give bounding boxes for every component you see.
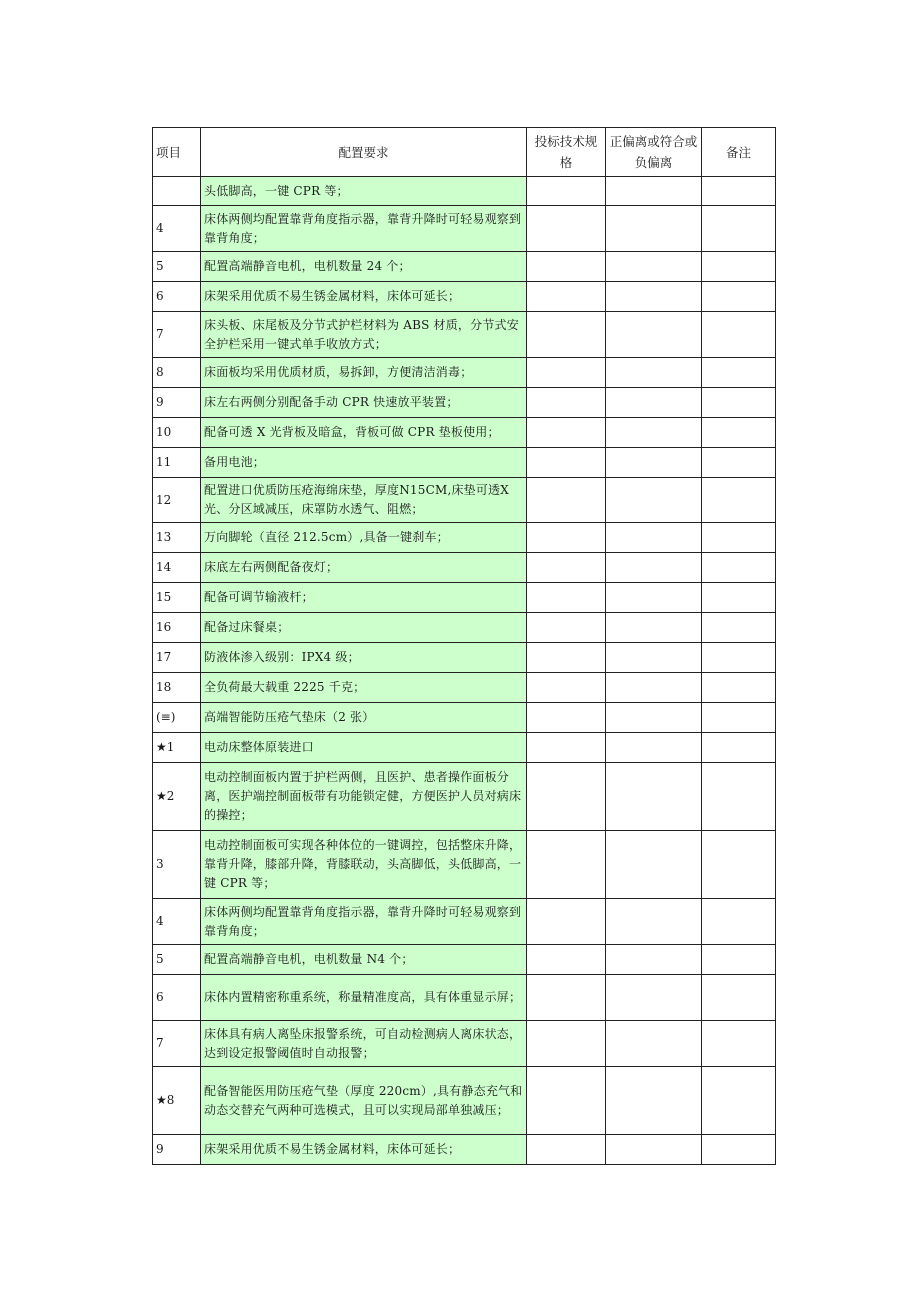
item-number: ★2 xyxy=(153,763,201,831)
deviation-cell[interactable] xyxy=(606,899,702,945)
requirement-text: 床体两侧均配置靠背角度指示器，靠背升降时可轻易观察到靠背角度； xyxy=(201,899,527,945)
deviation-cell[interactable] xyxy=(606,643,702,673)
note-cell[interactable] xyxy=(702,733,776,763)
item-number: 6 xyxy=(153,975,201,1021)
bid-spec-cell[interactable] xyxy=(527,312,606,358)
bid-spec-cell[interactable] xyxy=(527,831,606,899)
item-number: 18 xyxy=(153,673,201,703)
table-row xyxy=(153,523,776,553)
bid-spec-cell[interactable] xyxy=(527,733,606,763)
note-cell[interactable] xyxy=(702,643,776,673)
requirement-text: 配备可调节输液杆； xyxy=(201,583,527,613)
bid-spec-cell[interactable] xyxy=(527,478,606,523)
requirement-text: 配备过床餐桌； xyxy=(201,613,527,643)
table-row xyxy=(153,206,776,252)
bid-spec-cell[interactable] xyxy=(527,899,606,945)
note-cell[interactable] xyxy=(702,388,776,418)
bid-spec-cell[interactable] xyxy=(527,358,606,388)
deviation-cell[interactable] xyxy=(606,312,702,358)
bid-spec-cell[interactable] xyxy=(527,763,606,831)
requirement-text: 床头板、床尾板及分节式护栏材料为 ABS 材质，分节式安全护栏采用一键式单手收放方式； xyxy=(201,312,527,358)
note-cell[interactable] xyxy=(702,1021,776,1067)
table-row xyxy=(153,763,776,831)
item-number: ★8 xyxy=(153,1067,201,1135)
table-row xyxy=(153,418,776,448)
note-cell[interactable] xyxy=(702,177,776,206)
deviation-cell[interactable] xyxy=(606,282,702,312)
bid-spec-cell[interactable] xyxy=(527,177,606,206)
bid-spec-cell[interactable] xyxy=(527,1135,606,1165)
item-number: 5 xyxy=(153,945,201,975)
deviation-cell[interactable] xyxy=(606,478,702,523)
requirement-text: 万向脚轮（直径 212.5cm）,具备一键刹车； xyxy=(201,523,527,553)
requirement-text: 配备可透 X 光背板及暗盒，背板可做 CPR 垫板使用； xyxy=(201,418,527,448)
item-number: 9 xyxy=(153,388,201,418)
table-row xyxy=(153,177,776,206)
item-number: 4 xyxy=(153,206,201,252)
table-row xyxy=(153,312,776,358)
note-cell[interactable] xyxy=(702,523,776,553)
bid-spec-cell[interactable] xyxy=(527,418,606,448)
table-row xyxy=(153,673,776,703)
requirement-text: 配置进口优质防压疮海绵床垫，厚度N15CM,床垫可透X光、分区域减压，床罩防水透气、阻燃； xyxy=(201,478,527,523)
table-row xyxy=(153,975,776,1021)
item-number: 16 xyxy=(153,613,201,643)
table-row xyxy=(153,733,776,763)
deviation-cell[interactable] xyxy=(606,448,702,478)
table-row xyxy=(153,388,776,418)
item-number: 7 xyxy=(153,312,201,358)
deviation-cell[interactable] xyxy=(606,763,702,831)
note-cell[interactable] xyxy=(702,1067,776,1135)
deviation-cell[interactable] xyxy=(606,388,702,418)
requirement-text: 头低脚高，一键 CPR 等； xyxy=(201,177,527,206)
item-number: 15 xyxy=(153,583,201,613)
note-cell[interactable] xyxy=(702,448,776,478)
note-cell[interactable] xyxy=(702,703,776,733)
item-number: 7 xyxy=(153,1021,201,1067)
deviation-cell[interactable] xyxy=(606,703,702,733)
requirement-text: 床面板均采用优质材质，易拆卸，方便清洁消毒； xyxy=(201,358,527,388)
item-number: 13 xyxy=(153,523,201,553)
bid-spec-cell[interactable] xyxy=(527,975,606,1021)
requirement-text: 防液体渗入级别：IPX4 级； xyxy=(201,643,527,673)
requirement-text: 备用电池； xyxy=(201,448,527,478)
item-number xyxy=(153,177,201,206)
note-cell[interactable] xyxy=(702,899,776,945)
requirement-text: 床体内置精密称重系统，称量精准度高，具有体重显示屏； xyxy=(201,975,527,1021)
header-item: 项目 xyxy=(153,128,201,177)
table-header-row xyxy=(153,128,776,177)
bid-spec-cell[interactable] xyxy=(527,945,606,975)
table-row xyxy=(153,282,776,312)
table-body xyxy=(153,177,776,1165)
note-cell[interactable] xyxy=(702,252,776,282)
requirement-text: 全负荷最大载重 2225 千克； xyxy=(201,673,527,703)
requirement-text: 电动床整体原装进口 xyxy=(201,733,527,763)
config-requirements-table xyxy=(152,127,776,1165)
note-cell[interactable] xyxy=(702,282,776,312)
item-number: 4 xyxy=(153,899,201,945)
table-row xyxy=(153,1021,776,1067)
requirement-text: 床左右两侧分别配备手动 CPR 快速放平装置； xyxy=(201,388,527,418)
table-row xyxy=(153,703,776,733)
deviation-cell[interactable] xyxy=(606,673,702,703)
requirement-text: 床底左右两侧配备夜灯； xyxy=(201,553,527,583)
requirement-text: 配备智能医用防压疮气垫（厚度 220cm）,具有静态充气和动态交替充气两种可选模式，且可以实现局部单独减压； xyxy=(201,1067,527,1135)
deviation-cell[interactable] xyxy=(606,358,702,388)
note-cell[interactable] xyxy=(702,358,776,388)
item-number: (≡) xyxy=(153,703,201,733)
note-cell[interactable] xyxy=(702,1135,776,1165)
table-row xyxy=(153,1067,776,1135)
bid-spec-cell[interactable] xyxy=(527,553,606,583)
bid-spec-cell[interactable] xyxy=(527,613,606,643)
deviation-cell[interactable] xyxy=(606,831,702,899)
bid-spec-cell[interactable] xyxy=(527,448,606,478)
deviation-cell[interactable] xyxy=(606,418,702,448)
requirement-text: 床架采用优质不易生锈金属材料，床体可延长； xyxy=(201,1135,527,1165)
requirement-text: 电动控制面板可实现各种体位的一键调控，包括整床升降，靠背升降，膝部升降，背膝联动，头高脚低，头低脚高，一键 CPR 等； xyxy=(201,831,527,899)
deviation-cell[interactable] xyxy=(606,975,702,1021)
item-number: 5 xyxy=(153,252,201,282)
deviation-cell[interactable] xyxy=(606,1021,702,1067)
item-number: ★1 xyxy=(153,733,201,763)
bid-spec-cell[interactable] xyxy=(527,583,606,613)
header-note: 备注 xyxy=(702,128,776,177)
table-row xyxy=(153,613,776,643)
header-deviation: 正偏离或符合或负偏离 xyxy=(606,128,702,177)
note-cell[interactable] xyxy=(702,583,776,613)
table-row xyxy=(153,358,776,388)
deviation-cell[interactable] xyxy=(606,945,702,975)
table-row xyxy=(153,945,776,975)
note-cell[interactable] xyxy=(702,478,776,523)
item-number: 3 xyxy=(153,831,201,899)
deviation-cell[interactable] xyxy=(606,1135,702,1165)
bid-spec-cell[interactable] xyxy=(527,282,606,312)
deviation-cell[interactable] xyxy=(606,177,702,206)
bid-spec-cell[interactable] xyxy=(527,523,606,553)
deviation-cell[interactable] xyxy=(606,583,702,613)
deviation-cell[interactable] xyxy=(606,613,702,643)
table-row xyxy=(153,553,776,583)
item-number: 12 xyxy=(153,478,201,523)
bid-spec-cell[interactable] xyxy=(527,388,606,418)
note-cell[interactable] xyxy=(702,206,776,252)
bid-spec-cell[interactable] xyxy=(527,206,606,252)
bid-spec-cell[interactable] xyxy=(527,1067,606,1135)
item-number: 10 xyxy=(153,418,201,448)
note-cell[interactable] xyxy=(702,673,776,703)
requirement-text: 高端智能防压疮气垫床（2 张） xyxy=(201,703,527,733)
item-number: 8 xyxy=(153,358,201,388)
deviation-cell[interactable] xyxy=(606,252,702,282)
item-number: 17 xyxy=(153,643,201,673)
table-row xyxy=(153,583,776,613)
note-cell[interactable] xyxy=(702,831,776,899)
header-requirement: 配置要求 xyxy=(201,128,527,177)
deviation-cell[interactable] xyxy=(606,733,702,763)
item-number: 9 xyxy=(153,1135,201,1165)
bid-spec-cell[interactable] xyxy=(527,673,606,703)
note-cell[interactable] xyxy=(702,613,776,643)
table-row xyxy=(153,831,776,899)
deviation-cell[interactable] xyxy=(606,553,702,583)
bid-spec-cell[interactable] xyxy=(527,252,606,282)
item-number: 6 xyxy=(153,282,201,312)
bid-spec-cell[interactable] xyxy=(527,1021,606,1067)
table-row xyxy=(153,1135,776,1165)
note-cell[interactable] xyxy=(702,945,776,975)
table-row xyxy=(153,478,776,523)
note-cell[interactable] xyxy=(702,312,776,358)
bid-spec-cell[interactable] xyxy=(527,703,606,733)
item-number: 11 xyxy=(153,448,201,478)
deviation-cell[interactable] xyxy=(606,206,702,252)
note-cell[interactable] xyxy=(702,553,776,583)
table-row xyxy=(153,643,776,673)
note-cell[interactable] xyxy=(702,763,776,831)
table-row xyxy=(153,899,776,945)
deviation-cell[interactable] xyxy=(606,523,702,553)
note-cell[interactable] xyxy=(702,975,776,1021)
bid-spec-cell[interactable] xyxy=(527,643,606,673)
requirement-text: 床体两侧均配置靠背角度指示器，靠背升降时可轻易观察到靠背角度； xyxy=(201,206,527,252)
header-bid-spec: 投标技术规格 xyxy=(527,128,606,177)
requirement-text: 配置高端静音电机，电机数量 N4 个； xyxy=(201,945,527,975)
item-number: 14 xyxy=(153,553,201,583)
table-row xyxy=(153,448,776,478)
requirement-text: 配置高端静音电机，电机数量 24 个； xyxy=(201,252,527,282)
note-cell[interactable] xyxy=(702,418,776,448)
deviation-cell[interactable] xyxy=(606,1067,702,1135)
requirement-text: 床架采用优质不易生锈金属材料，床体可延长； xyxy=(201,282,527,312)
requirement-text: 电动控制面板内置于护栏两侧，且医护、患者操作面板分离，医护端控制面板带有功能锁定健，方便医护人员对病床的操控； xyxy=(201,763,527,831)
requirement-text: 床体具有病人离坠床报警系统，可自动检测病人离床状态，达到设定报警阈值时自动报警； xyxy=(201,1021,527,1067)
table-row xyxy=(153,252,776,282)
